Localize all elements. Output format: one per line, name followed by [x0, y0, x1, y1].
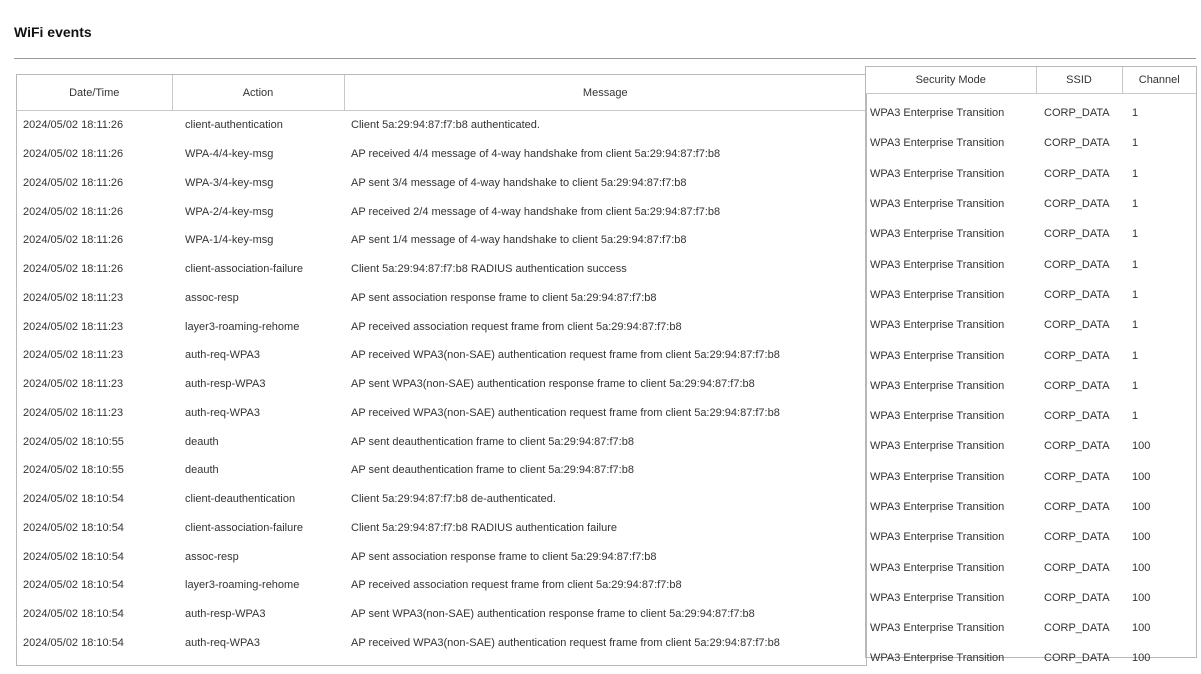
cell-datetime: 2024/05/02 18:11:23 [23, 406, 124, 419]
cell-action: client-authentication [185, 119, 283, 132]
cell-action: assoc-resp [185, 550, 239, 563]
table-row[interactable] [866, 492, 1196, 522]
cell-datetime: 2024/05/02 18:11:26 [23, 234, 124, 247]
cell-message: AP received WPA3(non-SAE) authentication request frame from client 5a:29:94:87:f7:b8 [351, 636, 780, 649]
cell-message: AP sent deauthentication frame to client 5a:29:94:87:f7:b8 [351, 435, 634, 448]
events-table-main [17, 75, 866, 657]
cell-ssid: CORP_DATA [1044, 652, 1110, 665]
table-row[interactable] [17, 629, 866, 658]
cell-channel: 100 [1132, 470, 1151, 483]
events-table-body [17, 111, 866, 658]
cell-channel: 1 [1132, 167, 1139, 180]
cell-channel: 1 [1132, 349, 1139, 362]
table-row[interactable] [866, 159, 1196, 189]
cell-message: Client 5a:29:94:87:f7:b8 authenticated. [351, 119, 540, 132]
table-row[interactable] [17, 514, 866, 543]
table-row[interactable] [866, 431, 1196, 461]
cell-ssid: CORP_DATA [1044, 228, 1110, 241]
table-row[interactable] [866, 583, 1196, 613]
cell-datetime: 2024/05/02 18:11:23 [23, 291, 124, 304]
cell-action: client-deauthentication [185, 493, 296, 506]
table-row[interactable] [17, 312, 866, 341]
cell-action: auth-req-WPA3 [185, 406, 260, 419]
column-header-security-mode[interactable]: Security Mode [866, 67, 1036, 94]
cell-security-mode: WPA3 Enterprise Transition [870, 440, 1005, 453]
cell-action: WPA-4/4-key-msg [185, 148, 274, 161]
cell-datetime: 2024/05/02 18:10:54 [23, 521, 124, 534]
cell-security-mode: WPA3 Enterprise Transition [870, 531, 1005, 544]
cell-channel: 100 [1132, 591, 1151, 604]
cell-ssid: CORP_DATA [1044, 531, 1110, 544]
table-row[interactable] [17, 399, 866, 428]
table-row[interactable] [17, 341, 866, 370]
column-header-channel[interactable]: Channel [1122, 67, 1196, 94]
table-row[interactable] [866, 128, 1196, 158]
table-row[interactable] [17, 284, 866, 313]
cell-ssid: CORP_DATA [1044, 561, 1110, 574]
cell-action: deauth [185, 435, 219, 448]
cell-message: Client 5a:29:94:87:f7:b8 RADIUS authentication success [351, 263, 627, 276]
cell-ssid: CORP_DATA [1044, 410, 1110, 423]
cell-action: auth-resp-WPA3 [185, 608, 266, 621]
cell-channel: 100 [1132, 652, 1151, 665]
cell-message: AP received association request frame from client 5a:29:94:87:f7:b8 [351, 320, 682, 333]
cell-message: AP sent 1/4 message of 4-way handshake to client 5a:29:94:87:f7:b8 [351, 234, 687, 247]
cell-security-mode: WPA3 Enterprise Transition [870, 258, 1005, 271]
cell-ssid: CORP_DATA [1044, 379, 1110, 392]
cell-ssid: CORP_DATA [1044, 622, 1110, 635]
table-row[interactable] [866, 310, 1196, 340]
cell-security-mode: WPA3 Enterprise Transition [870, 137, 1005, 150]
cell-security-mode: WPA3 Enterprise Transition [870, 107, 1005, 120]
cell-action: WPA-2/4-key-msg [185, 205, 274, 218]
cell-security-mode: WPA3 Enterprise Transition [870, 167, 1005, 180]
cell-message: Client 5a:29:94:87:f7:b8 de-authenticated. [351, 493, 556, 506]
cell-channel: 100 [1132, 622, 1151, 635]
cell-security-mode: WPA3 Enterprise Transition [870, 288, 1005, 301]
cell-security-mode: WPA3 Enterprise Transition [870, 349, 1005, 362]
cell-message: AP sent association response frame to client 5a:29:94:87:f7:b8 [351, 550, 657, 563]
cell-action: WPA-1/4-key-msg [185, 234, 274, 247]
cell-datetime: 2024/05/02 18:10:54 [23, 493, 124, 506]
cell-datetime: 2024/05/02 18:10:54 [23, 636, 124, 649]
cell-action: assoc-resp [185, 291, 239, 304]
cell-security-mode: WPA3 Enterprise Transition [870, 561, 1005, 574]
table-row[interactable] [17, 255, 866, 284]
cell-datetime: 2024/05/02 18:10:54 [23, 550, 124, 563]
cell-action: deauth [185, 464, 219, 477]
cell-message: AP received association request frame from client 5a:29:94:87:f7:b8 [351, 579, 682, 592]
cell-datetime: 2024/05/02 18:11:26 [23, 176, 124, 189]
cell-security-mode: WPA3 Enterprise Transition [870, 379, 1005, 392]
cell-datetime: 2024/05/02 18:10:54 [23, 579, 124, 592]
cell-channel: 1 [1132, 410, 1139, 423]
events-table-details [866, 67, 1196, 674]
cell-ssid: CORP_DATA [1044, 591, 1110, 604]
cell-channel: 1 [1132, 198, 1139, 211]
cell-action: auth-req-WPA3 [185, 636, 260, 649]
cell-security-mode: WPA3 Enterprise Transition [870, 591, 1005, 604]
cell-message: Client 5a:29:94:87:f7:b8 RADIUS authentication failure [351, 521, 617, 534]
cell-ssid: CORP_DATA [1044, 167, 1110, 180]
column-header-datetime[interactable]: Date/Time [17, 75, 172, 111]
table-row[interactable] [866, 522, 1196, 552]
cell-message: AP received WPA3(non-SAE) authentication request frame from client 5a:29:94:87:f7:b8 [351, 406, 780, 419]
table-row[interactable] [866, 371, 1196, 401]
cell-message: AP sent deauthentication frame to client 5a:29:94:87:f7:b8 [351, 464, 634, 477]
cell-datetime: 2024/05/02 18:11:23 [23, 349, 124, 362]
cell-security-mode: WPA3 Enterprise Transition [870, 652, 1005, 665]
cell-datetime: 2024/05/02 18:10:54 [23, 608, 124, 621]
cell-action: auth-resp-WPA3 [185, 378, 266, 391]
table-row[interactable] [17, 197, 866, 226]
cell-datetime: 2024/05/02 18:11:26 [23, 205, 124, 218]
cell-message: AP sent association response frame to client 5a:29:94:87:f7:b8 [351, 291, 657, 304]
cell-ssid: CORP_DATA [1044, 470, 1110, 483]
cell-security-mode: WPA3 Enterprise Transition [870, 228, 1005, 241]
cell-channel: 100 [1132, 440, 1151, 453]
table-row[interactable] [866, 219, 1196, 249]
details-table-body [866, 94, 1196, 674]
cell-datetime: 2024/05/02 18:11:26 [23, 263, 124, 276]
cell-channel: 1 [1132, 288, 1139, 301]
table-row[interactable] [17, 111, 866, 140]
table-row[interactable] [17, 427, 866, 456]
cell-message: AP received 2/4 message of 4-way handshake from client 5a:29:94:87:f7:b8 [351, 205, 721, 218]
cell-message: AP received WPA3(non-SAE) authentication request frame from client 5a:29:94:87:f7:b8 [351, 349, 780, 362]
table-row[interactable] [866, 643, 1196, 673]
cell-ssid: CORP_DATA [1044, 288, 1110, 301]
cell-security-mode: WPA3 Enterprise Transition [870, 319, 1005, 332]
table-row[interactable] [17, 456, 866, 485]
table-row[interactable] [866, 401, 1196, 431]
table-row[interactable] [17, 485, 866, 514]
table-row[interactable] [866, 249, 1196, 279]
cell-channel: 1 [1132, 319, 1139, 332]
table-row[interactable] [866, 189, 1196, 219]
events-table-left [16, 74, 867, 666]
cell-ssid: CORP_DATA [1044, 137, 1110, 150]
cell-action: layer3-roaming-rehome [185, 320, 300, 333]
cell-datetime: 2024/05/02 18:10:55 [23, 435, 124, 448]
cell-ssid: CORP_DATA [1044, 258, 1110, 271]
cell-channel: 1 [1132, 107, 1139, 120]
table-row[interactable] [866, 462, 1196, 492]
cell-channel: 100 [1132, 531, 1151, 544]
table-row[interactable] [17, 571, 866, 600]
table-row[interactable] [866, 340, 1196, 370]
cell-ssid: CORP_DATA [1044, 107, 1110, 120]
table-row[interactable] [866, 552, 1196, 582]
cell-datetime: 2024/05/02 18:11:23 [23, 320, 124, 333]
cell-security-mode: WPA3 Enterprise Transition [870, 622, 1005, 635]
cell-security-mode: WPA3 Enterprise Transition [870, 501, 1005, 513]
cell-datetime: 2024/05/02 18:11:26 [23, 119, 124, 132]
table-row[interactable] [17, 169, 866, 198]
cell-ssid: CORP_DATA [1044, 198, 1110, 211]
table-row[interactable] [17, 542, 866, 571]
cell-security-mode: WPA3 Enterprise Transition [870, 198, 1005, 211]
table-row[interactable] [17, 140, 866, 169]
cell-action: WPA-3/4-key-msg [185, 176, 274, 189]
cell-message: AP received 4/4 message of 4-way handshake from client 5a:29:94:87:f7:b8 [351, 148, 721, 161]
cell-channel: 1 [1132, 379, 1139, 392]
cell-action: layer3-roaming-rehome [185, 579, 300, 592]
cell-channel: 100 [1132, 561, 1151, 574]
cell-datetime: 2024/05/02 18:10:55 [23, 464, 124, 477]
table-row[interactable] [866, 280, 1196, 310]
cell-channel: 1 [1132, 137, 1139, 150]
cell-message: AP sent 3/4 message of 4-way handshake to client 5a:29:94:87:f7:b8 [351, 176, 687, 189]
title-divider [14, 58, 1196, 59]
cell-ssid: CORP_DATA [1044, 440, 1110, 453]
table-row[interactable] [17, 226, 866, 255]
page-title: WiFi events [14, 24, 92, 40]
cell-channel: 1 [1132, 258, 1139, 271]
cell-ssid: CORP_DATA [1044, 349, 1110, 362]
column-header-message[interactable]: Message [344, 75, 866, 111]
table-row[interactable] [17, 370, 866, 399]
cell-message: AP sent WPA3(non-SAE) authentication response frame to client 5a:29:94:87:f7:b8 [351, 378, 755, 391]
cell-ssid: CORP_DATA [1044, 501, 1110, 513]
cell-action: client-association-failure [185, 521, 303, 534]
table-row[interactable] [17, 600, 866, 629]
cell-channel: 1 [1132, 228, 1139, 241]
table-header-row [17, 75, 866, 111]
table-row[interactable] [866, 94, 1196, 129]
events-table-right [865, 66, 1197, 665]
column-header-ssid[interactable]: SSID [1036, 67, 1122, 94]
cell-datetime: 2024/05/02 18:11:26 [23, 148, 124, 161]
cell-channel: 100 [1132, 501, 1151, 513]
cell-security-mode: WPA3 Enterprise Transition [870, 410, 1005, 423]
cell-ssid: CORP_DATA [1044, 319, 1110, 332]
table-header-row [866, 67, 1196, 94]
column-header-action[interactable]: Action [172, 75, 344, 111]
cell-action: client-association-failure [185, 263, 303, 276]
table-row[interactable] [866, 613, 1196, 643]
cell-action: auth-req-WPA3 [185, 349, 260, 362]
cell-security-mode: WPA3 Enterprise Transition [870, 470, 1005, 483]
cell-message: AP sent WPA3(non-SAE) authentication response frame to client 5a:29:94:87:f7:b8 [351, 608, 755, 621]
cell-datetime: 2024/05/02 18:11:23 [23, 378, 124, 391]
